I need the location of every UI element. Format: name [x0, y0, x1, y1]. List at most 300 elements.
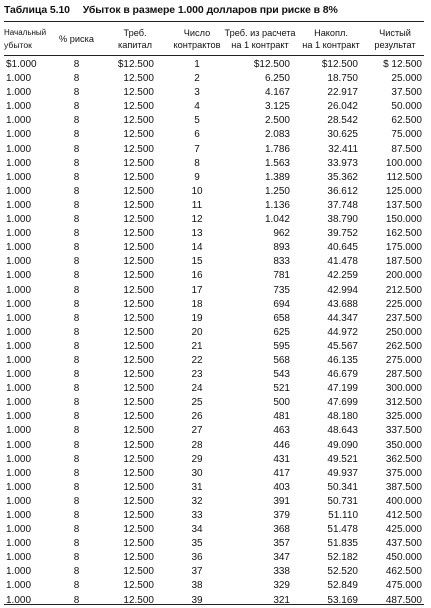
cell-accumulated-per-contract: 51.835 — [327, 538, 358, 550]
cell-required-per-contract: 379 — [273, 510, 290, 521]
cell-required-per-contract: 500 — [273, 397, 290, 409]
cell-initial-loss: 1.000 — [6, 256, 32, 268]
cell-contracts: 13 — [191, 228, 203, 240]
cell-net-result: 412.500 — [385, 510, 422, 521]
header-accumulated-per-contract: Накопл. на 1 контракт — [302, 27, 360, 50]
cell-required-capital: 12.500 — [123, 101, 154, 113]
cell-required-capital: 12.500 — [123, 312, 154, 324]
cell-net-result: 137.500 — [385, 199, 422, 211]
header-contracts: Число контрактов — [173, 27, 221, 50]
cell-accumulated-per-contract: 47.699 — [327, 397, 358, 409]
table-row — [4, 439, 424, 453]
cell-initial-loss: 1.000 — [6, 552, 32, 564]
cell-net-result: 375.000 — [385, 467, 422, 479]
cell-risk-percent: 8 — [73, 340, 80, 352]
cell-initial-loss: 1.000 — [6, 228, 32, 240]
cell-required-per-contract: 4.167 — [264, 87, 290, 99]
cell-contracts: 39 — [191, 594, 203, 606]
cell-net-result: 437.500 — [385, 538, 422, 550]
table-row — [4, 72, 424, 86]
cell-accumulated-per-contract: 37.748 — [327, 199, 358, 211]
cell-accumulated-per-contract: 53.169 — [327, 594, 358, 606]
cell-risk-percent: 8 — [73, 453, 80, 465]
cell-risk-percent: 8 — [73, 73, 80, 85]
cell-accumulated-per-contract: 48.180 — [327, 411, 358, 423]
cell-net-result: 237.500 — [385, 312, 422, 324]
table-row — [4, 143, 424, 157]
cell-initial-loss: 1.000 — [6, 129, 32, 141]
cell-contracts: 20 — [191, 326, 203, 338]
table-row — [4, 410, 424, 424]
cell-initial-loss: 1.000 — [6, 101, 32, 113]
cell-risk-percent: 8 — [73, 284, 80, 296]
cell-contracts: 3 — [194, 87, 200, 99]
cell-risk-percent: 8 — [73, 594, 80, 606]
cell-net-result: 25.000 — [391, 73, 422, 85]
cell-accumulated-per-contract: 46.135 — [327, 354, 358, 366]
cell-contracts: 16 — [191, 270, 203, 282]
cell-net-result: 487.500 — [385, 594, 422, 606]
cell-required-capital: 12.500 — [123, 594, 154, 606]
table-row — [4, 114, 424, 128]
cell-initial-loss: 1.000 — [6, 594, 32, 606]
table-caption — [4, 3, 427, 17]
cell-net-result: 462.500 — [385, 566, 422, 578]
cell-accumulated-per-contract: 49.521 — [327, 453, 358, 465]
cell-contracts: 17 — [191, 284, 203, 296]
cell-initial-loss: 1.000 — [6, 87, 32, 99]
cell-risk-percent: 8 — [73, 298, 80, 310]
cell-contracts: 4 — [194, 101, 200, 113]
cell-initial-loss: 1.000 — [6, 73, 32, 85]
cell-required-per-contract: 1.563 — [264, 157, 290, 169]
table-row — [4, 495, 424, 509]
cell-initial-loss: 1.000 — [6, 157, 32, 169]
cell-risk-percent: 8 — [73, 383, 80, 395]
cell-required-per-contract: 833 — [273, 256, 290, 268]
cell-contracts: 15 — [191, 256, 203, 268]
cell-initial-loss: 1.000 — [6, 143, 32, 155]
cell-contracts: 32 — [191, 495, 203, 507]
cell-accumulated-per-contract: 32.411 — [328, 143, 358, 155]
cell-risk-percent: 8 — [73, 214, 80, 226]
cell-contracts: 27 — [191, 425, 203, 437]
cell-accumulated-per-contract: 49.937 — [327, 467, 358, 479]
table-row — [4, 55, 424, 72]
cell-risk-percent: 8 — [73, 312, 80, 324]
table-row — [4, 354, 424, 368]
data-table — [4, 22, 424, 608]
cell-required-capital: 12.500 — [123, 87, 154, 99]
cell-required-per-contract: 338 — [273, 566, 290, 578]
cell-accumulated-per-contract: 52.520 — [327, 566, 358, 578]
table-row — [4, 396, 424, 410]
cell-contracts: 28 — [191, 439, 203, 451]
cell-risk-percent: 8 — [73, 59, 80, 70]
cell-required-per-contract: 2.083 — [264, 129, 290, 141]
cell-required-capital: 12.500 — [123, 439, 154, 451]
cell-initial-loss: 1.000 — [6, 481, 32, 493]
cell-required-capital: 12.500 — [123, 242, 154, 254]
cell-initial-loss: 1.000 — [6, 453, 32, 465]
cell-net-result: 275.000 — [385, 354, 422, 366]
cell-required-capital: 12.500 — [123, 538, 154, 550]
cell-net-result: 100.000 — [385, 157, 422, 169]
cell-net-result: 287.500 — [385, 369, 422, 381]
cell-initial-loss: 1.000 — [6, 298, 32, 310]
cell-required-capital: 12.500 — [123, 397, 154, 409]
cell-required-per-contract: 781 — [273, 270, 290, 282]
cell-contracts: 25 — [191, 397, 203, 409]
cell-contracts: 34 — [191, 524, 203, 536]
table-row — [4, 594, 424, 608]
cell-contracts: 33 — [191, 510, 203, 521]
cell-contracts: 10 — [191, 185, 203, 197]
cell-required-per-contract: 321 — [273, 594, 290, 606]
cell-net-result: 325.000 — [385, 411, 422, 423]
cell-required-per-contract: 329 — [273, 580, 290, 592]
table-row — [4, 312, 424, 326]
cell-accumulated-per-contract: 30.625 — [327, 129, 358, 141]
table-row — [4, 467, 424, 481]
cell-accumulated-per-contract: 51.110 — [328, 510, 358, 521]
cell-contracts: 26 — [191, 411, 203, 423]
cell-net-result: 450.000 — [385, 552, 422, 564]
cell-required-capital: $12.500 — [117, 59, 154, 70]
cell-accumulated-per-contract: 44.347 — [327, 312, 358, 324]
cell-net-result: 75.000 — [391, 129, 422, 141]
cell-required-per-contract: 1.042 — [264, 214, 290, 226]
cell-initial-loss: 1.000 — [6, 580, 32, 592]
cell-required-capital: 12.500 — [123, 481, 154, 493]
cell-net-result: 312.500 — [385, 397, 422, 409]
cell-accumulated-per-contract: 38.790 — [327, 214, 358, 226]
cell-contracts: 18 — [191, 298, 203, 310]
cell-required-capital: 12.500 — [123, 115, 154, 127]
cell-accumulated-per-contract: 52.182 — [327, 552, 358, 564]
header-required-capital: Треб. капитал — [117, 27, 152, 50]
cell-contracts: 29 — [191, 453, 203, 465]
cell-required-capital: 12.500 — [123, 340, 154, 352]
cell-accumulated-per-contract: 26.042 — [327, 101, 358, 113]
cell-contracts: 9 — [194, 171, 200, 183]
cell-risk-percent: 8 — [73, 115, 80, 127]
header-risk-percent: % риска — [59, 33, 94, 44]
table-number: Таблица 5.10 — [4, 4, 70, 16]
cell-required-per-contract: 1.136 — [264, 199, 290, 211]
cell-initial-loss: 1.000 — [6, 538, 32, 550]
cell-required-per-contract: 1.250 — [264, 185, 290, 197]
cell-required-per-contract: 658 — [273, 312, 290, 324]
table-row — [4, 227, 424, 241]
table-row — [4, 241, 424, 255]
cell-initial-loss: 1.000 — [6, 369, 32, 381]
cell-net-result: 200.000 — [385, 270, 422, 282]
table-body — [4, 55, 424, 608]
cell-required-capital: 12.500 — [123, 552, 154, 564]
cell-initial-loss: 1.000 — [6, 284, 32, 296]
cell-accumulated-per-contract: 43.688 — [327, 298, 358, 310]
cell-initial-loss: 1.000 — [6, 439, 32, 451]
cell-required-capital: 12.500 — [123, 143, 154, 155]
cell-required-capital: 12.500 — [123, 256, 154, 268]
cell-initial-loss: 1.000 — [6, 312, 32, 324]
cell-accumulated-per-contract: 49.090 — [327, 439, 358, 451]
cell-required-per-contract: 431 — [273, 453, 290, 465]
cell-required-capital: 12.500 — [123, 199, 154, 211]
cell-net-result: 400.000 — [385, 495, 422, 507]
cell-initial-loss: 1.000 — [6, 354, 32, 366]
table-row — [4, 537, 424, 551]
cell-initial-loss: 1.000 — [6, 214, 32, 226]
cell-required-per-contract: $12.500 — [253, 59, 290, 70]
table-row — [4, 100, 424, 114]
table-row — [4, 269, 424, 283]
cell-accumulated-per-contract: 35.362 — [327, 171, 358, 183]
cell-net-result: 350.000 — [385, 439, 422, 451]
cell-net-result: 250.000 — [385, 326, 422, 338]
cell-required-capital: 12.500 — [123, 157, 154, 169]
cell-accumulated-per-contract: 44.972 — [327, 326, 358, 338]
cell-net-result: $ 12.500 — [383, 59, 422, 70]
cell-net-result: 425.000 — [385, 524, 422, 536]
table-row — [4, 171, 424, 185]
table-row — [4, 453, 424, 467]
table-row — [4, 157, 424, 171]
cell-required-per-contract: 368 — [273, 524, 290, 536]
cell-accumulated-per-contract: 50.731 — [327, 495, 358, 507]
cell-initial-loss: 1.000 — [6, 326, 32, 338]
cell-required-capital: 12.500 — [123, 354, 154, 366]
cell-risk-percent: 8 — [73, 439, 80, 451]
cell-initial-loss: 1.000 — [6, 199, 32, 211]
cell-required-capital: 12.500 — [123, 73, 154, 85]
cell-accumulated-per-contract: 52.849 — [327, 580, 358, 592]
cell-required-capital: 12.500 — [123, 214, 154, 226]
cell-contracts: 35 — [191, 538, 203, 550]
cell-contracts: 5 — [194, 115, 200, 127]
cell-contracts: 23 — [191, 369, 203, 381]
cell-net-result: 87.500 — [391, 143, 422, 155]
cell-required-capital: 12.500 — [123, 284, 154, 296]
cell-risk-percent: 8 — [73, 552, 80, 564]
table-row — [4, 424, 424, 438]
cell-initial-loss: 1.000 — [6, 242, 32, 254]
cell-net-result: 212.500 — [385, 284, 422, 296]
cell-required-capital: 12.500 — [123, 228, 154, 240]
cell-required-per-contract: 2.500 — [264, 115, 290, 127]
cell-initial-loss: 1.000 — [6, 397, 32, 409]
cell-initial-loss: 1.000 — [6, 495, 32, 507]
cell-risk-percent: 8 — [73, 510, 80, 521]
cell-required-per-contract: 694 — [273, 298, 290, 310]
cell-required-per-contract: 962 — [273, 228, 290, 240]
cell-required-per-contract: 391 — [273, 495, 290, 507]
cell-risk-percent: 8 — [73, 185, 80, 197]
cell-net-result: 387.500 — [385, 481, 422, 493]
cell-accumulated-per-contract: 40.645 — [327, 242, 358, 254]
cell-required-per-contract: 1.389 — [264, 171, 290, 183]
table-row — [4, 255, 424, 269]
cell-risk-percent: 8 — [73, 397, 80, 409]
cell-net-result: 37.500 — [391, 87, 422, 99]
cell-accumulated-per-contract: 47.199 — [327, 383, 358, 395]
cell-net-result: 112.500 — [386, 171, 422, 183]
cell-contracts: 1 — [194, 59, 200, 70]
header-net-result: Чистый результат — [374, 27, 416, 50]
cell-required-per-contract: 595 — [273, 340, 290, 352]
cell-required-capital: 12.500 — [123, 453, 154, 465]
cell-risk-percent: 8 — [73, 143, 80, 155]
cell-required-capital: 12.500 — [123, 171, 154, 183]
cell-initial-loss: 1.000 — [6, 185, 32, 197]
cell-required-capital: 12.500 — [123, 510, 154, 521]
cell-required-per-contract: 625 — [273, 326, 290, 338]
cell-contracts: 8 — [194, 157, 200, 169]
cell-required-capital: 12.500 — [123, 298, 154, 310]
cell-risk-percent: 8 — [73, 326, 80, 338]
cell-required-capital: 12.500 — [123, 129, 154, 141]
cell-net-result: 362.500 — [385, 453, 422, 465]
cell-required-capital: 12.500 — [123, 566, 154, 578]
table-row — [4, 326, 424, 340]
cell-risk-percent: 8 — [73, 270, 80, 282]
cell-net-result: 187.500 — [385, 256, 422, 268]
cell-risk-percent: 8 — [73, 467, 80, 479]
cell-required-capital: 12.500 — [123, 411, 154, 423]
cell-required-per-contract: 481 — [273, 411, 290, 423]
cell-contracts: 21 — [191, 340, 203, 352]
cell-required-capital: 12.500 — [123, 383, 154, 395]
cell-required-per-contract: 417 — [273, 467, 290, 479]
cell-initial-loss: $1.000 — [6, 59, 37, 70]
cell-risk-percent: 8 — [73, 129, 80, 141]
table-row — [4, 481, 424, 495]
cell-risk-percent: 8 — [73, 256, 80, 268]
cell-contracts: 12 — [191, 214, 203, 226]
cell-risk-percent: 8 — [73, 171, 80, 183]
cell-accumulated-per-contract: 45.567 — [327, 340, 358, 352]
cell-risk-percent: 8 — [73, 369, 80, 381]
cell-contracts: 37 — [191, 566, 203, 578]
cell-accumulated-per-contract: 28.542 — [327, 115, 358, 127]
cell-required-per-contract: 463 — [273, 425, 290, 437]
cell-accumulated-per-contract: 39.752 — [327, 228, 358, 240]
cell-risk-percent: 8 — [73, 481, 80, 493]
cell-net-result: 175.000 — [385, 242, 422, 254]
table-row — [4, 284, 424, 298]
cell-net-result: 62.500 — [391, 115, 422, 127]
cell-risk-percent: 8 — [73, 242, 80, 254]
table-row — [4, 382, 424, 396]
cell-risk-percent: 8 — [73, 199, 80, 211]
cell-initial-loss: 1.000 — [6, 383, 32, 395]
cell-accumulated-per-contract: 18.750 — [327, 73, 358, 85]
cell-net-result: 300.000 — [385, 383, 422, 395]
table-title: Убыток в размере 1.000 долларов при риске в 8% — [82, 4, 338, 16]
table-row — [4, 213, 424, 227]
cell-required-per-contract: 521 — [273, 383, 290, 395]
cell-initial-loss: 1.000 — [6, 270, 32, 282]
header-required-per-contract: Треб. из расчета на 1 контракт — [224, 27, 296, 50]
cell-net-result: 262.500 — [385, 340, 422, 352]
header-initial-loss: Начальный убыток — [4, 27, 47, 50]
cell-required-per-contract: 3.125 — [264, 101, 290, 113]
cell-net-result: 337.500 — [385, 425, 422, 437]
table-row — [4, 128, 424, 142]
cell-required-per-contract: 403 — [273, 481, 290, 493]
table-row — [4, 298, 424, 312]
cell-accumulated-per-contract: 42.994 — [327, 284, 358, 296]
table-row — [4, 340, 424, 354]
cell-required-capital: 12.500 — [123, 270, 154, 282]
table-row — [4, 579, 424, 593]
cell-initial-loss: 1.000 — [6, 411, 32, 423]
cell-net-result: 125.000 — [385, 185, 422, 197]
cell-accumulated-per-contract: 46.679 — [327, 369, 358, 381]
cell-risk-percent: 8 — [73, 538, 80, 550]
cell-required-per-contract: 6.250 — [264, 73, 290, 85]
cell-net-result: 225.000 — [385, 298, 422, 310]
cell-required-per-contract: 357 — [273, 538, 290, 550]
cell-net-result: 150.000 — [385, 214, 422, 226]
cell-required-per-contract: 543 — [273, 369, 290, 381]
table-row — [4, 185, 424, 199]
cell-risk-percent: 8 — [73, 354, 80, 366]
cell-net-result: 50.000 — [391, 101, 422, 113]
cell-risk-percent: 8 — [73, 411, 80, 423]
cell-risk-percent: 8 — [73, 425, 80, 437]
cell-required-capital: 12.500 — [123, 495, 154, 507]
cell-required-capital: 12.500 — [123, 369, 154, 381]
cell-required-per-contract: 347 — [273, 552, 290, 564]
cell-required-capital: 12.500 — [123, 425, 154, 437]
cell-risk-percent: 8 — [73, 524, 80, 536]
cell-contracts: 24 — [191, 383, 203, 395]
table-row — [4, 368, 424, 382]
cell-contracts: 22 — [191, 354, 203, 366]
cell-accumulated-per-contract: 51.478 — [327, 524, 358, 536]
table-row — [4, 86, 424, 100]
cell-contracts: 7 — [194, 143, 200, 155]
cell-accumulated-per-contract: 42.259 — [327, 270, 358, 282]
header-row — [4, 22, 424, 55]
cell-initial-loss: 1.000 — [6, 467, 32, 479]
cell-required-per-contract: 735 — [273, 284, 290, 296]
table-header — [4, 22, 424, 55]
cell-contracts: 11 — [191, 199, 203, 211]
cell-required-per-contract: 446 — [273, 439, 290, 451]
cell-contracts: 30 — [191, 467, 203, 479]
cell-risk-percent: 8 — [73, 566, 80, 578]
cell-contracts: 36 — [191, 552, 203, 564]
cell-net-result: 475.000 — [385, 580, 422, 592]
cell-accumulated-per-contract: 36.612 — [327, 185, 358, 197]
cell-required-capital: 12.500 — [123, 467, 154, 479]
cell-contracts: 14 — [191, 242, 203, 254]
cell-accumulated-per-contract: 33.973 — [327, 157, 358, 169]
table-row — [4, 199, 424, 213]
cell-contracts: 31 — [191, 481, 203, 493]
cell-required-capital: 12.500 — [123, 185, 154, 197]
cell-required-per-contract: 1.786 — [264, 143, 290, 155]
table-row — [4, 509, 424, 523]
cell-initial-loss: 1.000 — [6, 425, 32, 437]
cell-initial-loss: 1.000 — [6, 171, 32, 183]
cell-accumulated-per-contract: $12.500 — [321, 59, 358, 70]
table-row — [4, 551, 424, 565]
cell-contracts: 2 — [194, 73, 200, 85]
